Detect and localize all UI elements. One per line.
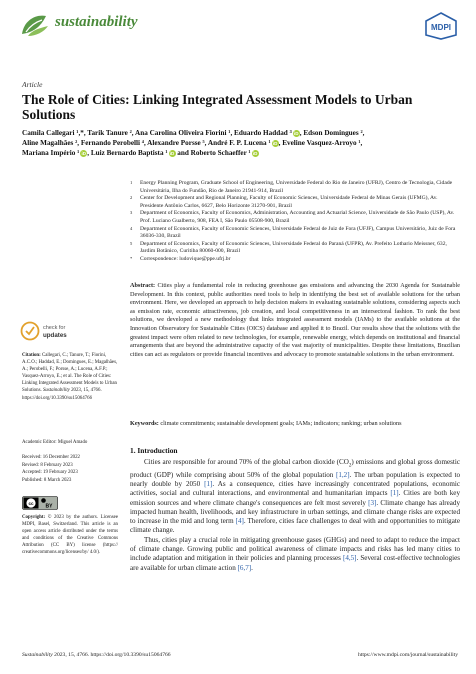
reference-link[interactable]: [3] [368,498,377,507]
author-list [22,128,462,158]
citation-label: Citation: [22,353,41,358]
citation-block [22,352,118,402]
mdpi-logo-icon[interactable] [424,12,458,40]
reference-link[interactable]: [6,7] [237,563,252,572]
footer-doi[interactable]: 2023, 15, 4766. https://doi.org/10.3390/su15064766 [52,652,171,658]
cc-by-license-icon[interactable] [22,496,58,510]
authors-line-3c[interactable]: and Roberto Schaeffer ¹ [175,149,251,157]
footer-citation: Sustainability 2023, 15, 4766. https://doi.org/10.3390/su15064766 [22,652,171,658]
keywords-label: Keywords: [130,420,159,427]
citation-volume: 2023, 15, 4766. [71,388,102,394]
affiliation-item: 5 Department of Economics, Faculty of Economic Sciences, Universidade Federal do Paraná (UFPR), Av. Prefeito Lothario Meissner, 632, Jardim Botânico, Curitiba 80060-000, Brazil [130,240,447,255]
intro-paragraph-2: Thus, cities play a crucial role in mitigating greenhouse gases (GHGs) and need to adapt to reduce the impact of climate change. Growing public and political awareness of climate impacts and risks has led many cities to include adaptation and mitigation in their policies and planning processes [4,5]. Several cost-effective technologies are available for urban climate action [6,7]. [130,535,460,572]
received-date: Received: 16 December 2022 [22,455,80,460]
footer-journal-url[interactable]: https://www.mdpi.com/journal/sustainability [357,652,458,658]
article-type: Article [22,80,43,89]
mdpi-logo-text: MDPI [431,23,451,32]
section-heading-introduction: 1. Introduction [130,446,178,455]
reference-link[interactable]: [4] [235,517,244,526]
reference-link[interactable]: [1] [204,480,213,488]
journal-name[interactable]: sustainability [55,14,138,30]
keywords-text: climate commitments; sustainable development goals; IAMs; indicators; ranking; urban solutions [160,420,402,427]
revised-date: Revised: 8 February 2023 [22,462,73,468]
check-updates-line2: updates [43,332,67,339]
affiliations [130,180,460,264]
article-title: The Role of Cities: Linking Integrated Assessment Models to Urban Solutions [22,92,413,122]
academic-editor: Academic Editor: Miguel Amado [22,440,88,445]
check-icon [26,327,34,334]
authors-line-2[interactable]: Aline Magalhães ², Fernando Perobelli ⁴, Alexandre Porsse ⁵, André F. P. Lucena ¹ [22,139,271,147]
authors-line-3[interactable]: Mariana Império ¹ [22,149,80,157]
copyright-label: Copyright: [22,515,46,520]
authors-line-3b[interactable]: , Luiz Bernardo Baptista ¹ [87,149,168,157]
cc-label: cc [28,500,34,506]
citation-text: Callegari, C.; Tanure, T.; Fiorini, A.C.O.; Haddad, E.; Domingues, E.; Magalhães, A.; Perobelli, F.; Porsse, A.; Lucena, A.F.P.; Vasquez-Arroyo, E.; et al. The Role of Cities: Linking Integrated Assessment Models to Urban Solutions. [22,353,118,394]
citation-doi-link[interactable]: https://doi.org/10.3390/su15064766 [22,395,93,401]
affiliation-item: 4 Department of Economics, Faculty of Economic Sciences, Universidade Federal de Juiz de Fora (UFJF), Campus Universitário, Juiz de Fora 36036-330, Brazil [130,225,456,240]
authors-line-1[interactable]: Camila Callegari ¹,*, Tarik Tanure ², Ana Carolina Oliveira Fiorini ¹, Eduardo Haddad ³ [22,129,292,137]
publication-dates [22,454,118,484]
introduction-body [130,458,460,573]
abstract-label: Abstract: [130,282,156,289]
abstract [130,282,460,359]
authors-line-2b[interactable]: , Eveline Vasquez-Arroyo ¹, [278,139,363,147]
affiliation-item: 2 Center for Development and Regional Planning, Faculty of Economic Sciences, Universidade Federal de Minas Gerais (UFMG), Av. Presidente Antônio Carlos, 6627, Belo Horizonte 31270-901, Brazil [130,195,438,209]
published-date: Published: 8 March 2023 [22,477,72,483]
reference-link[interactable]: [1] [390,489,399,498]
orcid-icon[interactable]: iD [252,150,258,156]
orcid-icon[interactable]: iD [272,140,278,146]
abstract-text: Cities play a fundamental role in reducing greenhouse gas emissions and advancing the 2030 Agenda for Sustainable Development. In this context, public authorities need tools to help in identifying the best set of available solutions for the urban environment. Here, we developed an approach to help decision makers in evaluating sustainable solutions, considering aspects such as emission rate, economic attractiveness, job creation, and local competitiveness in an intersectoral fashion. To rank the best solutions, we developed a new methodology that links integrated assessment models (IAMs) to the available solutions at the Innovation Observatory for Sustainable Cities (OICS) database and applied it to Brazil. Our results show that the solutions with the greatest impact were often related to new technologies, for example, renewable energy, which depends on institutional and financial arrangements that are beyond the administrative capacity of the vast majority of municipalities. Despite these limitations, Brazilian cities can act as regulators or provide financial incentives and advocacy to promote sustainable solutions in the urban environment. [130,282,460,358]
accepted-date: Accepted: 19 February 2023 [22,470,78,476]
affiliation-item: 1 Energy Planning Program, Graduate School of Engineering, Universidade Federal do Rio de Janeiro (UFRJ), Centro de Tecnologia, Cidade Universitária, Ilha do Fundão, Rio de Janeiro 21941-914, Brazil [130,180,453,194]
reference-link[interactable]: [4,5] [342,554,357,563]
correspondence[interactable]: * Correspondence: ludovique@ppe.ufrj.br [130,255,231,262]
intro-paragraph-1: Cities are responsible for around 70% of the global carbon dioxide $(CO_2)$ emissions and global gross domestic product (GDP) while comprising about 50% of the global population [1,2]. The urban population is expected to nearly double by 2050 [1]. As a consequence, cities have increasingly concentrated populations, economic activities, social and cultural interactions, and environmental and humanitarian impacts [1]. Cities are both key emission sources and where climate change's consequences are felt most severely [3]. Climate change has already impacted human health, livelihoods, and key infrastructure in urban settings, and climate change risks are expected to increase in the mid and long term [4]. Therefore, cities face challenges to deal with and opportunities to mitigate climate change. [130,458,461,535]
check-updates-line1: check for [43,325,66,331]
orcid-icon[interactable]: iD [169,150,175,156]
orcid-icon[interactable]: iD [81,150,87,156]
reference-link[interactable]: [1,2] [335,470,350,479]
keywords [130,420,460,429]
orcid-icon[interactable]: iD [294,130,299,136]
affiliation-item: 3 Department of Economics, Faculty of Economics, Administration, Accounting and Actuarial Science, Universidade de São Paulo (USP), Av. Prof. Luciano Gualberto, 908, FEA I, São Paulo 05508-900, Brazil [130,210,455,224]
authors-line-1b[interactable]: , Edson Domingues ², [299,129,365,137]
check-for-updates-button[interactable] [20,320,90,342]
journal-logo-icon [18,12,50,38]
copyright-block [22,514,118,557]
citation-journal: Sustainability [42,388,70,394]
by-label: BY [45,503,53,510]
copyright-text: © 2023 by the authors. Licensee MDPI, Basel, Switzerland. This article is an open access article distributed under the terms and conditions of the Creative Commons Attribution (CC BY) license (https:// creativecommons.org/licenses/by/ 4.0/). [22,515,118,556]
